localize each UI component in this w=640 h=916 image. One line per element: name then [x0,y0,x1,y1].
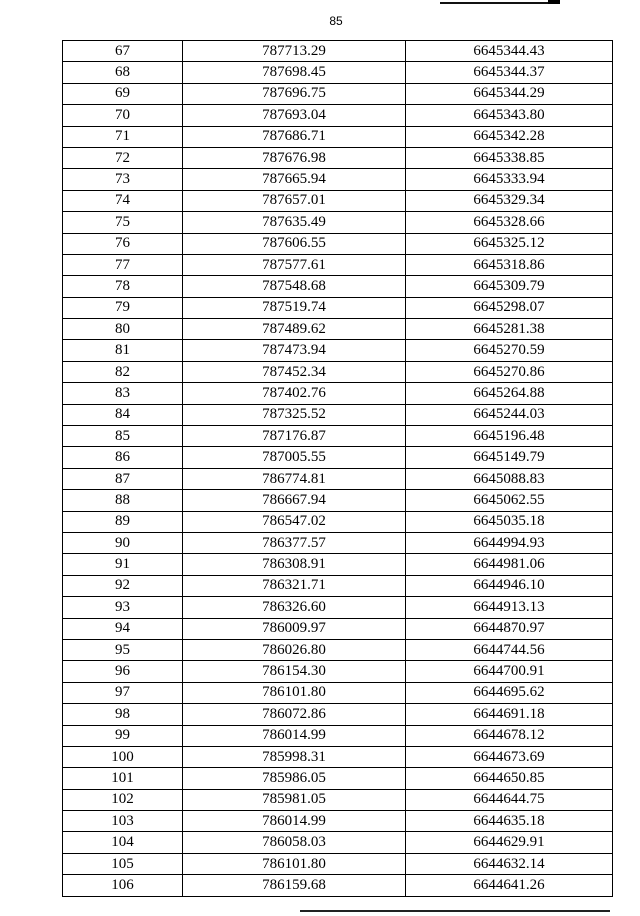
x-coordinate-cell: 786009.97 [183,618,406,639]
point-number-cell: 90 [63,532,183,553]
table-row [63,661,613,682]
point-number-cell: 73 [63,169,183,190]
point-number-cell: 93 [63,597,183,618]
point-number-cell: 86 [63,447,183,468]
table-row [63,832,613,853]
point-number-cell: 67 [63,41,183,62]
x-coordinate-cell: 787577.61 [183,254,406,275]
point-number-cell: 76 [63,233,183,254]
table-row [63,83,613,104]
point-number-cell: 87 [63,468,183,489]
point-number-cell: 95 [63,639,183,660]
point-number-cell: 103 [63,811,183,832]
point-number-cell: 85 [63,426,183,447]
x-coordinate-cell: 787325.52 [183,404,406,425]
y-coordinate-cell: 6645328.66 [406,212,613,233]
table-row [63,468,613,489]
point-number-cell: 81 [63,340,183,361]
x-coordinate-cell: 786058.03 [183,832,406,853]
table-row [63,639,613,660]
y-coordinate-cell: 6645062.55 [406,490,613,511]
y-coordinate-cell: 6645281.38 [406,319,613,340]
y-coordinate-cell: 6644700.91 [406,661,613,682]
top-rule-mark [548,0,560,4]
point-number-cell: 99 [63,725,183,746]
y-coordinate-cell: 6645325.12 [406,233,613,254]
table-row [63,490,613,511]
table-row [63,340,613,361]
point-number-cell: 83 [63,383,183,404]
x-coordinate-cell: 787489.62 [183,319,406,340]
y-coordinate-cell: 6645264.88 [406,383,613,404]
x-coordinate-cell: 785986.05 [183,768,406,789]
table-row [63,875,613,896]
table-row [63,383,613,404]
table-row [63,147,613,168]
table-row [63,532,613,553]
point-number-cell: 91 [63,554,183,575]
y-coordinate-cell: 6644946.10 [406,575,613,596]
x-coordinate-cell: 785998.31 [183,746,406,767]
x-coordinate-cell: 785981.05 [183,789,406,810]
y-coordinate-cell: 6644678.12 [406,725,613,746]
y-coordinate-cell: 6645035.18 [406,511,613,532]
point-number-cell: 100 [63,746,183,767]
y-coordinate-cell: 6645343.80 [406,105,613,126]
y-coordinate-cell: 6644695.62 [406,682,613,703]
y-coordinate-cell: 6645342.28 [406,126,613,147]
point-number-cell: 72 [63,147,183,168]
point-number-cell: 69 [63,83,183,104]
point-number-cell: 102 [63,789,183,810]
x-coordinate-cell: 786667.94 [183,490,406,511]
point-number-cell: 101 [63,768,183,789]
point-number-cell: 104 [63,832,183,853]
y-coordinate-cell: 6644635.18 [406,811,613,832]
y-coordinate-cell: 6644632.14 [406,853,613,874]
x-coordinate-cell: 787696.75 [183,83,406,104]
table-row [63,404,613,425]
table-row [63,811,613,832]
point-number-cell: 97 [63,682,183,703]
y-coordinate-cell: 6644691.18 [406,704,613,725]
x-coordinate-cell: 786014.99 [183,811,406,832]
y-coordinate-cell: 6645333.94 [406,169,613,190]
coordinates-table-body [63,41,613,897]
table-row [63,190,613,211]
point-number-cell: 94 [63,618,183,639]
table-row [63,746,613,767]
table-row [63,554,613,575]
point-number-cell: 92 [63,575,183,596]
x-coordinate-cell: 787693.04 [183,105,406,126]
y-coordinate-cell: 6645309.79 [406,276,613,297]
table-row [63,704,613,725]
x-coordinate-cell: 786159.68 [183,875,406,896]
x-coordinate-cell: 787698.45 [183,62,406,83]
x-coordinate-cell: 787713.29 [183,41,406,62]
x-coordinate-cell: 787635.49 [183,212,406,233]
y-coordinate-cell: 6645088.83 [406,468,613,489]
y-coordinate-cell: 6645270.86 [406,361,613,382]
point-number-cell: 89 [63,511,183,532]
point-number-cell: 80 [63,319,183,340]
y-coordinate-cell: 6644629.91 [406,832,613,853]
y-coordinate-cell: 6645298.07 [406,297,613,318]
bottom-rule [300,910,610,912]
table-row [63,447,613,468]
point-number-cell: 79 [63,297,183,318]
x-coordinate-cell: 786377.57 [183,532,406,553]
y-coordinate-cell: 6645244.03 [406,404,613,425]
table-row [63,789,613,810]
x-coordinate-cell: 786026.80 [183,639,406,660]
y-coordinate-cell: 6645318.86 [406,254,613,275]
y-coordinate-cell: 6645344.43 [406,41,613,62]
x-coordinate-cell: 787005.55 [183,447,406,468]
table-row [63,426,613,447]
x-coordinate-cell: 787402.76 [183,383,406,404]
table-row [63,297,613,318]
table-row [63,361,613,382]
table-row [63,254,613,275]
point-number-cell: 74 [63,190,183,211]
x-coordinate-cell: 787676.98 [183,147,406,168]
coordinates-table [62,40,613,897]
x-coordinate-cell: 787686.71 [183,126,406,147]
table-row [63,853,613,874]
y-coordinate-cell: 6645196.48 [406,426,613,447]
point-number-cell: 96 [63,661,183,682]
table-row [63,511,613,532]
y-coordinate-cell: 6645344.37 [406,62,613,83]
x-coordinate-cell: 787176.87 [183,426,406,447]
y-coordinate-cell: 6645270.59 [406,340,613,361]
x-coordinate-cell: 787452.34 [183,361,406,382]
point-number-cell: 105 [63,853,183,874]
y-coordinate-cell: 6644641.26 [406,875,613,896]
point-number-cell: 70 [63,105,183,126]
table-row [63,169,613,190]
table-row [63,126,613,147]
point-number-cell: 78 [63,276,183,297]
point-number-cell: 98 [63,704,183,725]
x-coordinate-cell: 787473.94 [183,340,406,361]
y-coordinate-cell: 6645344.29 [406,83,613,104]
y-coordinate-cell: 6644913.13 [406,597,613,618]
table-row [63,768,613,789]
y-coordinate-cell: 6644870.97 [406,618,613,639]
table-row [63,597,613,618]
table-row [63,575,613,596]
table-row [63,105,613,126]
point-number-cell: 77 [63,254,183,275]
y-coordinate-cell: 6645338.85 [406,147,613,168]
x-coordinate-cell: 786547.02 [183,511,406,532]
x-coordinate-cell: 787665.94 [183,169,406,190]
x-coordinate-cell: 787548.68 [183,276,406,297]
point-number-cell: 84 [63,404,183,425]
x-coordinate-cell: 786326.60 [183,597,406,618]
point-number-cell: 88 [63,490,183,511]
x-coordinate-cell: 786101.80 [183,853,406,874]
point-number-cell: 71 [63,126,183,147]
table-row [63,319,613,340]
x-coordinate-cell: 787519.74 [183,297,406,318]
x-coordinate-cell: 786101.80 [183,682,406,703]
top-rule [440,2,560,4]
table-row [63,62,613,83]
x-coordinate-cell: 786154.30 [183,661,406,682]
y-coordinate-cell: 6645329.34 [406,190,613,211]
table-row [63,618,613,639]
x-coordinate-cell: 786308.91 [183,554,406,575]
y-coordinate-cell: 6644650.85 [406,768,613,789]
page-number: 85 [329,14,343,28]
y-coordinate-cell: 6644994.93 [406,532,613,553]
y-coordinate-cell: 6644673.69 [406,746,613,767]
x-coordinate-cell: 786774.81 [183,468,406,489]
table-row [63,233,613,254]
y-coordinate-cell: 6644981.06 [406,554,613,575]
table-row [63,276,613,297]
table-row [63,212,613,233]
point-number-cell: 82 [63,361,183,382]
point-number-cell: 68 [63,62,183,83]
table-row [63,682,613,703]
y-coordinate-cell: 6645149.79 [406,447,613,468]
y-coordinate-cell: 6644744.56 [406,639,613,660]
y-coordinate-cell: 6644644.75 [406,789,613,810]
x-coordinate-cell: 787657.01 [183,190,406,211]
point-number-cell: 75 [63,212,183,233]
x-coordinate-cell: 787606.55 [183,233,406,254]
x-coordinate-cell: 786072.86 [183,704,406,725]
point-number-cell: 106 [63,875,183,896]
x-coordinate-cell: 786321.71 [183,575,406,596]
x-coordinate-cell: 786014.99 [183,725,406,746]
table-row [63,41,613,62]
table-row [63,725,613,746]
